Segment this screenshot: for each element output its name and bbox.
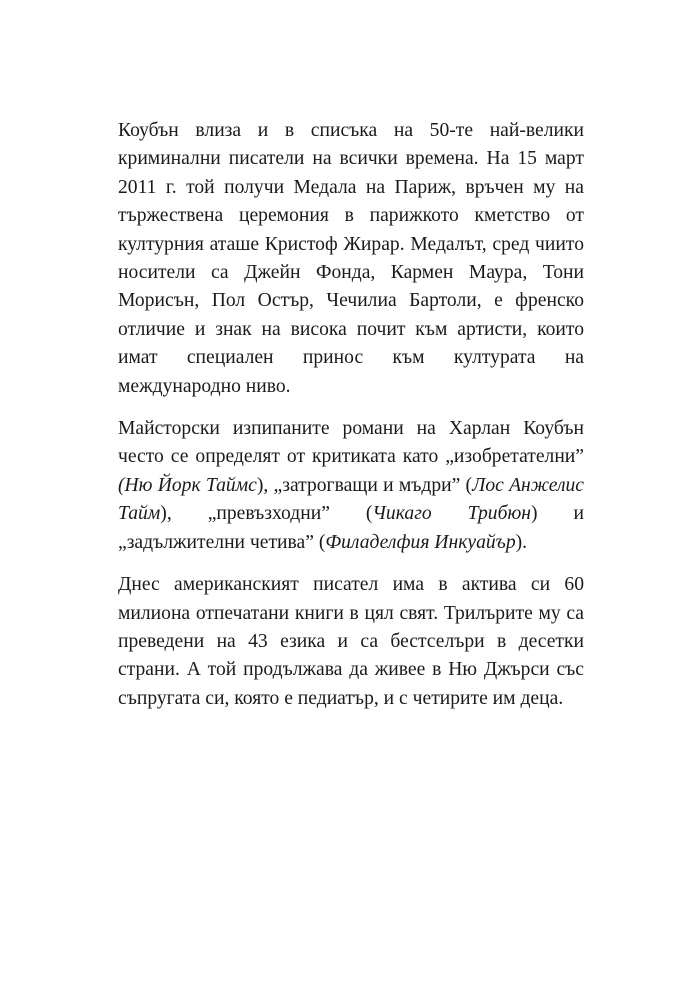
paragraph-2-text-3: ), „превъзходни” ( (160, 503, 373, 525)
paragraph-2 (118, 415, 584, 557)
document-body (118, 117, 584, 727)
source-philadelphia-inquirer: Филаделфия Инкуайър (325, 531, 516, 553)
source-la-times: Лос Анжелис Тайм (118, 474, 584, 525)
paragraph-2-text-5: ). (515, 531, 528, 553)
paragraph-1 (118, 117, 584, 401)
paragraph-3 (118, 571, 584, 713)
paragraph-3-text: Днес американският писател има в актива си 60 милиона отпечатани книги в цял свят. Трилърите му са преведени на 43 езика и са бестселъри в десетки страни. А той продължава да живее в Ню Джърси със съпругата си, която е педиатър, и с четирите им деца. (118, 574, 584, 709)
paragraph-1-text: Коубън влиза и в списъка на 50-те най-велики криминални писатели на всички времена. На 15 март 2011 г. той получи Медала на Париж, връчен му на тържествена церемония в парижкото кметство от културния аташе Кристоф Жирар. Медалът, сред чиито носители са Джейн Фонда, Кармен Маура, Тони Морисън, Пол Остър, Чечилиа Бартоли, е френско отличие и знак на висока почит към артисти, които имат специален принос към културата на международно ниво. (118, 120, 584, 397)
paragraph-2-text-1: Майсторски изпипаните романи на Харлан Коубън често се определят от критиката като „изобретателни” (118, 418, 584, 468)
source-ny-times: (Ню Йорк Таймс (118, 474, 257, 496)
source-chicago-tribune: Чикаго Трибюн (372, 503, 531, 525)
paragraph-2-text-4: ) и „задължителни четива” ( (118, 503, 584, 553)
paragraph-2-text-2: ), „затрогващи и мъдри” ( (256, 474, 473, 496)
